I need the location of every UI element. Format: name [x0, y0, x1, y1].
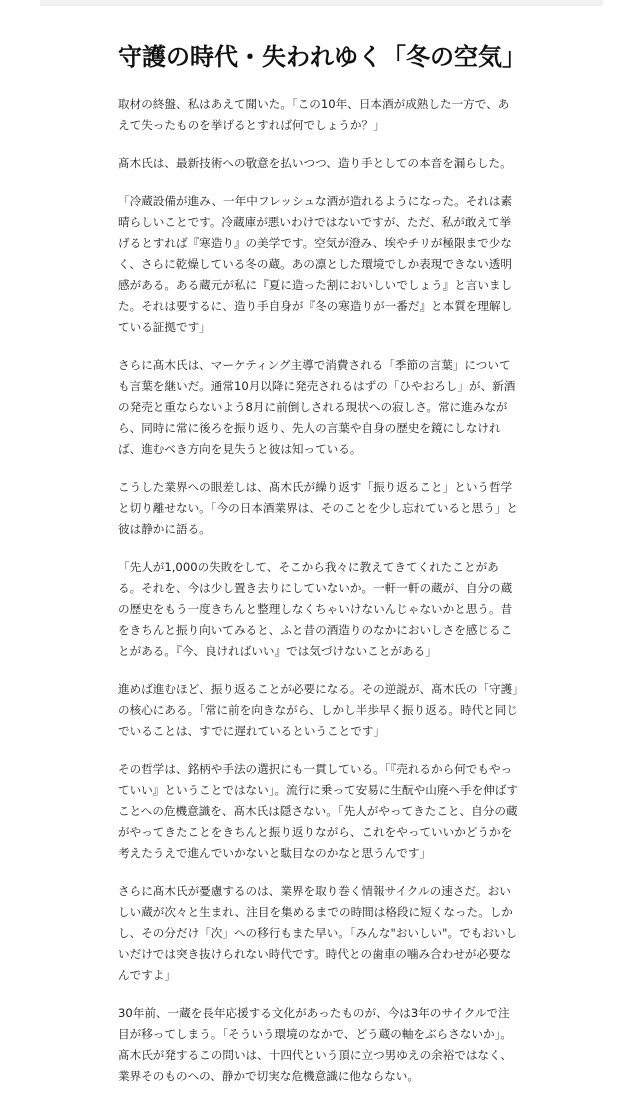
paragraph-5: こうした業界への眼差しは、髙木氏が繰り返す「振り返ること」という哲学と切り離せない。「今の日本酒業界は、そのことを少し忘れていると思う」と彼は静かに語る。 [118, 480, 518, 536]
article-title: 守護の時代・失われゆく「冬の空気」 [118, 43, 526, 71]
paragraph-7: 進めば進むほど、振り返ることが必要になる。その逆説が、髙木氏の「守護」の核心にある。「常に前を向きながら、しかし半歩早く振り返る。時代と同じでいることは、すでに遅れているということです」 [118, 682, 518, 738]
paragraph-8: その哲学は、銘柄や手法の選択にも一貫している。「『売れるから何でもやっていい』ということではない」。流行に乗って安易に生酛や山廃へ手を伸ばすことへの危機意識を、髙木氏は隠さない。「先人がやってきたこと、自分の蔵がやってきたことをきちんと振り返りながら、これをやっていいかどうかを考えたうえで進んでいかないと駄目なのかなと思うんです」 [118, 762, 518, 860]
article [118, 40, 526, 1104]
paragraph-9: さらに髙木氏が憂慮するのは、業界を取り巻く情報サイクルの速さだ。おいしい蔵が次々と生まれ、注目を集めるまでの時間は格段に短くなった。しかし、その分だけ「次」への移行もまた早い。「みんな"おいしい"。でもおいしいだけでは突き抜けられない時代です。時代との歯車の噛み合わせが必要なんですよ」 [118, 884, 518, 982]
paragraph-4: さらに髙木氏は、マーケティング主導で消費される「季節の言葉」についても言葉を継いだ。通常10月以降に発売されるはずの「ひやおろし」が、新酒の発売と重ならないよう8月に前倒しされる現状への寂しさ。常に進みながら、同時に常に後ろを振り返り、先人の言葉や自身の歴史を鏡にしなければ、進むべき方向を見失うと彼は知っている。 [118, 358, 516, 456]
paragraph-2: 髙木氏は、最新技術への敬意を払いつつ、造り手としての本音を漏らした。 [118, 156, 512, 170]
paragraph-6: 「先人が1,000の失敗をして、そこから我々に教えてきてくれたことがある。それを、今は少し置き去りにしていないか。一軒一軒の蔵が、自分の蔵の歴史をもう一度きちんと整理しなくちゃいけないんじゃないかと思う。昔をきちんと振り向いてみると、ふと昔の酒造りのなかにおいしさを感じることがある。『今、良ければいい』では気づけないことがある」 [118, 560, 513, 658]
paragraph-1: 取材の終盤、私はあえて聞いた。「この10年、日本酒が成熟した一方で、あえて失ったものを挙げるとすれば何でしょうか？」 [118, 97, 510, 132]
paragraph-3: 「冷蔵設備が進み、一年中フレッシュな酒が造れるようになった。それは素晴らしいことです。冷蔵庫が悪いわけではないですが、ただ、私が敢えて挙げるとすれば『寒造り』の美学です。空気が澄み、埃やチリが極限まで少なく、さらに乾燥している冬の蔵。あの凛とした環境でしか表現できない透明感がある。ある蔵元が私に『夏に造った割においしいでしょう』と言いました。それは要するに、造り手自身が『冬の寒造りが一番だ』と本質を理解している証拠です」 [118, 194, 513, 334]
top-divider [40, 0, 603, 6]
paragraph-10: 30年前、一蔵を長年応援する文化があったものが、今は3年のサイクルで注目が移ってしまう。「そういう環境のなかで、どう蔵の軸をぶらさないか」。髙木氏が発するこの問いは、十四代という頂に立つ男ゆえの余裕ではなく、業界そのものへの、静かで切実な危機意識に他ならない。 [118, 1006, 512, 1083]
